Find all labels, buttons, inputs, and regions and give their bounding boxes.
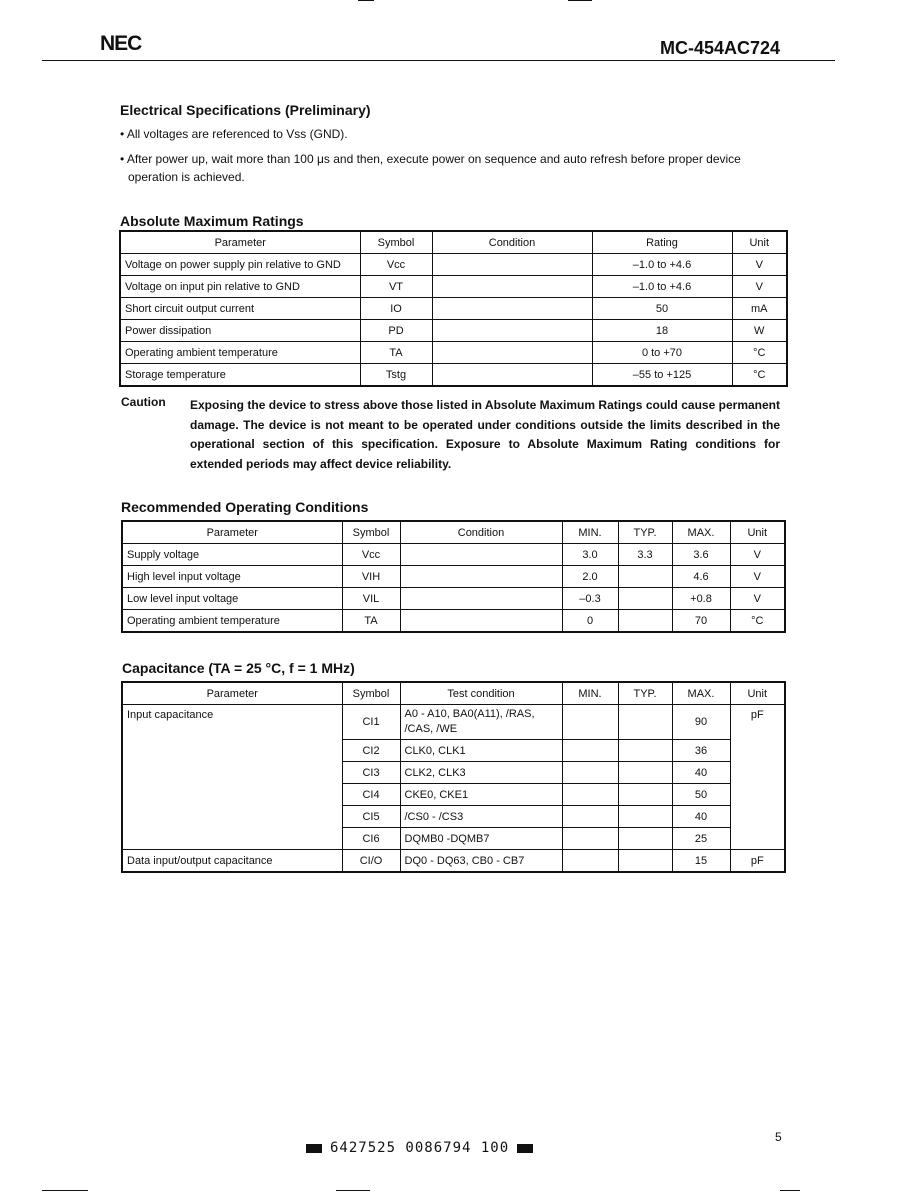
capacitance-title: Capacitance (TA = 25 °C, f = 1 MHz) [122, 660, 355, 676]
min-cell [562, 850, 618, 873]
symbol-cell: PD [360, 320, 432, 342]
table-header-row [120, 231, 787, 254]
absolute-max-ratings-table [119, 230, 788, 387]
bullet-2: • After power up, wait more than 100 μs and then, execute power on sequence and auto refresh before proper device [120, 152, 741, 166]
symbol-cell: CI6 [342, 828, 400, 850]
typ-cell [618, 784, 672, 806]
symbol-cell: TA [342, 610, 400, 633]
unit-cell: mA [732, 298, 787, 320]
symbol-cell: Vcc [360, 254, 432, 276]
table-header-row [122, 682, 785, 705]
symbol-cell: VT [360, 276, 432, 298]
scan-mark [336, 1190, 370, 1191]
min-cell: 3.0 [562, 544, 618, 566]
min-cell [562, 806, 618, 828]
scan-mark [780, 1190, 800, 1191]
rating-cell: –1.0 to +4.6 [592, 276, 732, 298]
symbol-cell: CI4 [342, 784, 400, 806]
header-cell: MIN. [562, 521, 618, 544]
rating-cell: 50 [592, 298, 732, 320]
caution-text: Exposing the device to stress above those listed in Absolute Maximum Ratings could cause permanent damage. The device is not meant to be operated under conditions outside the limits described in the operational section of this specification. Exposure to Absolute Maximum Rating conditions for extended periods may affect device reliability. [190, 398, 780, 471]
table-header-row [122, 521, 785, 544]
min-cell: 0 [562, 610, 618, 633]
barcode-block [517, 1144, 533, 1153]
header-cell: Unit [730, 682, 785, 705]
min-cell [562, 762, 618, 784]
test-condition-cell: /CS0 - /CS3 [400, 806, 562, 828]
header-cell: Test condition [400, 682, 562, 705]
condition-cell [432, 276, 592, 298]
barcode-strip [298, 1140, 541, 1156]
header-cell: Parameter [122, 521, 342, 544]
test-condition-cell: CLK2, CLK3 [400, 762, 562, 784]
test-condition-cell: CKE0, CKE1 [400, 784, 562, 806]
header-cell: Symbol [342, 521, 400, 544]
table-row [120, 342, 787, 364]
test-condition-cell: CLK0, CLK1 [400, 740, 562, 762]
table-row [120, 254, 787, 276]
table-row [120, 320, 787, 342]
scan-mark [42, 1190, 88, 1191]
parameter-cell: Operating ambient temperature [122, 610, 342, 633]
unit-cell: V [730, 566, 785, 588]
unit-cell: V [732, 276, 787, 298]
symbol-cell: CI5 [342, 806, 400, 828]
typ-cell [618, 850, 672, 873]
table-row [120, 364, 787, 387]
scan-mark [358, 0, 374, 1]
max-cell: 50 [672, 784, 730, 806]
parameter-cell: Power dissipation [120, 320, 360, 342]
test-condition-cell: DQ0 - DQ63, CB0 - CB7 [400, 850, 562, 873]
roc-title: Recommended Operating Conditions [121, 499, 369, 515]
header-cell: Symbol [360, 231, 432, 254]
typ-cell [618, 566, 672, 588]
symbol-cell: CI1 [342, 705, 400, 740]
barcode-text: 6427525 0086794 100 [330, 1140, 510, 1156]
header-cell: MAX. [672, 682, 730, 705]
parameter-cell: Storage temperature [120, 364, 360, 387]
typ-cell [618, 610, 672, 633]
rating-cell: 18 [592, 320, 732, 342]
table-row [120, 298, 787, 320]
max-cell: 25 [672, 828, 730, 850]
condition-cell [400, 566, 562, 588]
table-row [122, 850, 785, 873]
barcode-block [306, 1144, 322, 1153]
unit-cell: pF [730, 850, 785, 873]
header-cell: TYP. [618, 521, 672, 544]
brand-logo: NEC [100, 32, 142, 55]
condition-cell [400, 544, 562, 566]
table-row [122, 566, 785, 588]
header-cell: Unit [730, 521, 785, 544]
test-condition-cell: DQMB0 -DQMB7 [400, 828, 562, 850]
unit-cell: V [732, 254, 787, 276]
max-cell: +0.8 [672, 588, 730, 610]
test-condition-line: /CAS, /WE [404, 723, 458, 735]
typ-cell [618, 588, 672, 610]
max-cell: 3.6 [672, 544, 730, 566]
unit-cell: °C [732, 364, 787, 387]
rating-cell: –55 to +125 [592, 364, 732, 387]
parameter-cell: High level input voltage [122, 566, 342, 588]
rating-cell: –1.0 to +4.6 [592, 254, 732, 276]
part-number: MC-454AC724 [660, 38, 781, 58]
symbol-cell: IO [360, 298, 432, 320]
unit-cell: W [732, 320, 787, 342]
parameter-cell: Short circuit output current [120, 298, 360, 320]
rating-cell: 0 to +70 [592, 342, 732, 364]
parameter-cell: Voltage on input pin relative to GND [120, 276, 360, 298]
min-cell: –0.3 [562, 588, 618, 610]
condition-cell [400, 610, 562, 633]
capacitance-table [121, 681, 786, 873]
header-rule [42, 60, 835, 61]
header-cell: Rating [592, 231, 732, 254]
symbol-cell: CI/O [342, 850, 400, 873]
condition-cell [432, 320, 592, 342]
parameter-cell: Input capacitance [122, 705, 342, 850]
header-cell: Unit [732, 231, 787, 254]
max-cell: 36 [672, 740, 730, 762]
typ-cell: 3.3 [618, 544, 672, 566]
unit-cell: pF [730, 705, 785, 850]
table-row [122, 610, 785, 633]
table-row [122, 588, 785, 610]
min-cell [562, 828, 618, 850]
symbol-cell: Tstg [360, 364, 432, 387]
table-row [122, 705, 785, 740]
parameter-cell: Supply voltage [122, 544, 342, 566]
parameter-cell: Operating ambient temperature [120, 342, 360, 364]
symbol-cell: Vcc [342, 544, 400, 566]
table-row [120, 276, 787, 298]
test-condition-line: A0 - A10, BA0(A11), /RAS, [404, 708, 535, 720]
bullet-1: • All voltages are referenced to Vss (GND). [120, 127, 348, 141]
condition-cell [432, 364, 592, 387]
header-cell: TYP. [618, 682, 672, 705]
header-cell: MIN. [562, 682, 618, 705]
condition-cell [432, 342, 592, 364]
caution-label: Caution [121, 395, 166, 409]
condition-cell [400, 588, 562, 610]
max-cell: 70 [672, 610, 730, 633]
header-cell: Parameter [120, 231, 360, 254]
condition-cell [432, 254, 592, 276]
max-cell: 15 [672, 850, 730, 873]
parameter-cell: Voltage on power supply pin relative to GND [120, 254, 360, 276]
amr-title: Absolute Maximum Ratings [120, 213, 304, 229]
header-cell: Symbol [342, 682, 400, 705]
section-title: Electrical Specifications (Preliminary) [120, 102, 371, 118]
symbol-cell: TA [360, 342, 432, 364]
typ-cell [618, 762, 672, 784]
max-cell: 40 [672, 762, 730, 784]
condition-cell [432, 298, 592, 320]
unit-cell: V [730, 588, 785, 610]
max-cell: 90 [672, 705, 730, 740]
min-cell [562, 784, 618, 806]
typ-cell [618, 705, 672, 740]
typ-cell [618, 806, 672, 828]
min-cell [562, 740, 618, 762]
symbol-cell: VIL [342, 588, 400, 610]
max-cell: 40 [672, 806, 730, 828]
symbol-cell: CI2 [342, 740, 400, 762]
recommended-operating-conditions-table [121, 520, 786, 633]
unit-cell: °C [732, 342, 787, 364]
parameter-cell: Low level input voltage [122, 588, 342, 610]
unit-cell: V [730, 544, 785, 566]
max-cell: 4.6 [672, 566, 730, 588]
min-cell: 2.0 [562, 566, 618, 588]
scan-mark [568, 0, 592, 1]
page-number: 5 [775, 1130, 782, 1144]
table-row [122, 544, 785, 566]
typ-cell [618, 828, 672, 850]
header-cell: Parameter [122, 682, 342, 705]
header-cell: Condition [400, 521, 562, 544]
symbol-cell: VIH [342, 566, 400, 588]
unit-cell: °C [730, 610, 785, 633]
symbol-cell: CI3 [342, 762, 400, 784]
bullet-2-continued: operation is achieved. [128, 170, 245, 184]
header-cell: MAX. [672, 521, 730, 544]
typ-cell [618, 740, 672, 762]
test-condition-cell [400, 705, 562, 740]
min-cell [562, 705, 618, 740]
parameter-cell: Data input/output capacitance [122, 850, 342, 873]
header-cell: Condition [432, 231, 592, 254]
